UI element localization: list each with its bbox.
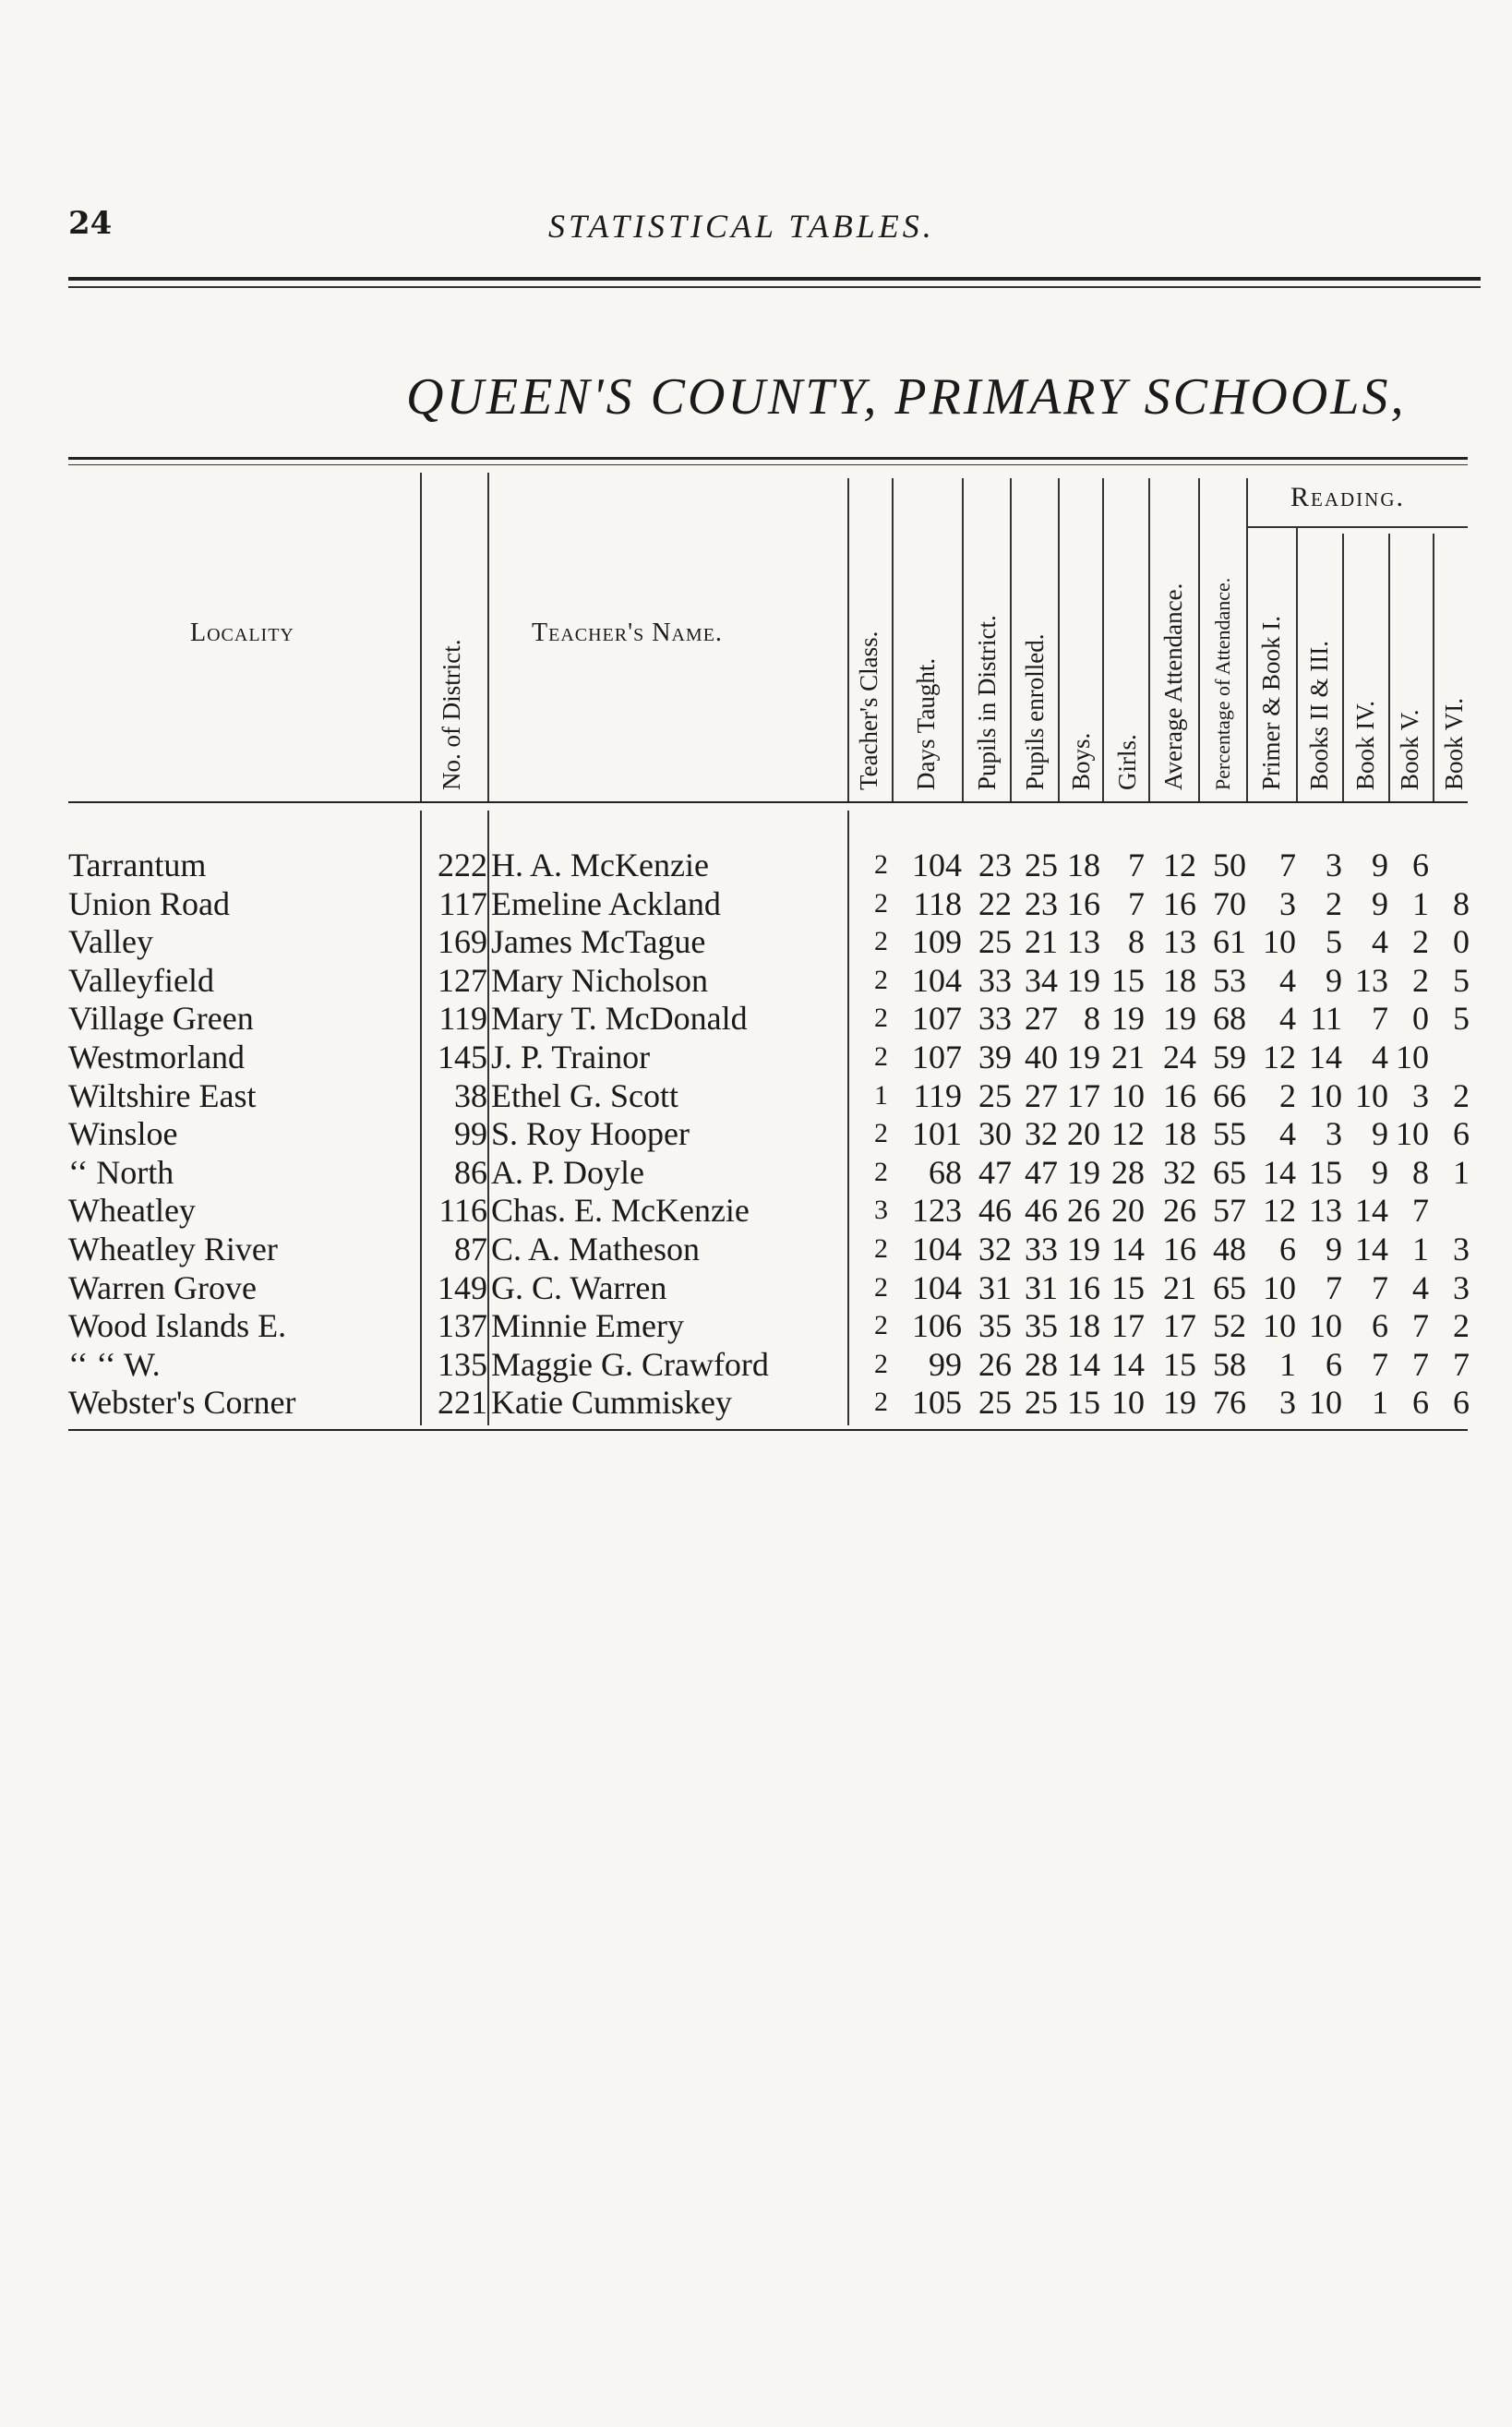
district-cell: 137 [438,1307,487,1345]
primer-cell: 10 [1263,1307,1296,1345]
col-divider [1148,478,1150,801]
books-2-3-cell: 9 [1326,1231,1342,1268]
days-taught-cell: 109 [912,923,962,961]
books-2-3-cell: 5 [1326,923,1342,961]
book-5-cell: 10 [1396,1039,1429,1075]
locality-cell: Wood Islands E. [68,1307,287,1345]
primer-cell: 10 [1263,923,1296,961]
teacher-class-cell: 3 [874,1195,888,1226]
section-title: QUEEN'S COUNTY, PRIMARY SCHOOLS, [406,368,1407,426]
books-2-3-cell: 3 [1326,847,1342,883]
pct-attendance-cell: 57 [1213,1192,1246,1230]
pct-attendance-cell: 48 [1213,1231,1246,1268]
pct-attendance-cell: 55 [1213,1115,1246,1153]
boys-cell: 19 [1067,1231,1100,1268]
book-4-cell: 4 [1372,1039,1388,1075]
boys-cell: 26 [1067,1192,1100,1230]
column-header-book-4: Book IV. [1351,700,1379,790]
days-taught-cell: 101 [912,1115,962,1153]
district-cell: 117 [438,884,487,922]
days-taught-cell: 118 [913,884,962,922]
locality-cell: Tarrantum [68,847,207,883]
locality-cell: ‘‘ North [68,1153,174,1191]
primer-cell: 6 [1279,1231,1296,1268]
column-header-locality: Locality [190,619,294,647]
girls-cell: 10 [1111,1076,1145,1114]
pupils-district-cell: 22 [978,884,1012,922]
teacher-cell: Ethel G. Scott [491,1076,678,1114]
teacher-class-cell: 2 [874,1041,888,1072]
primer-cell: 3 [1279,884,1296,922]
books-2-3-cell: 11 [1310,1000,1342,1038]
book-6-cell: 3 [1453,1268,1470,1306]
locality-cell: Wheatley River [68,1231,278,1268]
col-divider [1296,526,1298,801]
book-6-cell: 1 [1453,1153,1470,1191]
book-6-cell: 3 [1453,1231,1470,1268]
primer-cell: 4 [1279,1115,1296,1153]
books-2-3-cell: 14 [1309,1039,1342,1075]
locality-cell: ‘‘ ‘‘ W. [68,1345,161,1383]
table-row [0,1076,1512,1115]
col-divider [1433,534,1434,801]
book-5-cell: 7 [1412,1307,1429,1345]
column-header-avg-attendance: Average Attendance. [1159,583,1187,790]
boys-cell: 16 [1067,884,1100,922]
col-divider [1102,478,1104,801]
column-header-books-2-3: Books II & III. [1305,641,1333,790]
avg-attendance-cell: 18 [1163,1115,1196,1153]
books-2-3-cell: 10 [1309,1076,1342,1114]
primer-cell: 4 [1279,961,1296,999]
books-2-3-cell: 2 [1326,884,1342,922]
girls-cell: 8 [1128,923,1145,961]
book-5-cell: 6 [1412,1384,1429,1422]
book-5-cell: 7 [1412,1192,1429,1230]
avg-attendance-cell: 19 [1163,1000,1196,1038]
locality-cell: Warren Grove [68,1268,257,1306]
locality-cell: Wheatley [68,1192,196,1230]
avg-attendance-cell: 16 [1163,1231,1196,1268]
book-6-cell: 2 [1453,1307,1470,1345]
teacher-cell: J. P. Trainor [491,1039,651,1075]
primer-cell: 14 [1263,1153,1296,1191]
book-6-cell: 5 [1453,961,1470,999]
book-5-cell: 10 [1396,1115,1429,1153]
book-5-cell: 1 [1412,884,1429,922]
days-taught-cell: 104 [912,1268,962,1306]
pupils-enrolled-cell: 27 [1025,1000,1058,1038]
primer-cell: 10 [1263,1268,1296,1306]
pupils-district-cell: 23 [978,847,1012,883]
teacher-cell: Mary Nicholson [491,961,708,999]
pupils-district-cell: 35 [978,1307,1012,1345]
book-5-cell: 3 [1412,1076,1429,1114]
pupils-enrolled-cell: 34 [1025,961,1058,999]
days-taught-cell: 68 [929,1153,962,1191]
pct-attendance-cell: 61 [1213,923,1246,961]
teacher-class-cell: 2 [874,1310,888,1341]
locality-cell: Village Green [68,1000,254,1038]
book-4-cell: 4 [1372,923,1388,961]
teacher-cell: A. P. Doyle [491,1153,645,1191]
book-4-cell: 9 [1372,847,1388,883]
boys-cell: 19 [1067,1153,1100,1191]
district-cell: 135 [438,1345,487,1383]
boys-cell: 18 [1067,1307,1100,1345]
teacher-class-cell: 2 [874,1003,888,1034]
teacher-class-cell: 2 [874,1271,888,1303]
primer-cell: 2 [1279,1076,1296,1114]
girls-cell: 15 [1111,1268,1145,1306]
girls-cell: 10 [1111,1384,1145,1422]
boys-cell: 14 [1067,1345,1100,1383]
table-top-rule [68,457,1468,460]
reading-group-rule [1246,526,1468,528]
pupils-district-cell: 25 [978,1384,1012,1422]
district-cell: 149 [438,1268,487,1306]
column-header-book-5: Book V. [1396,709,1423,790]
boys-cell: 8 [1084,1000,1100,1038]
primer-cell: 12 [1263,1039,1296,1075]
col-divider [892,478,894,801]
girls-cell: 15 [1111,961,1145,999]
table-row [0,1306,1512,1345]
pupils-enrolled-cell: 27 [1025,1076,1058,1114]
boys-cell: 13 [1067,923,1100,961]
books-2-3-cell: 3 [1326,1115,1342,1153]
col-divider [420,473,422,801]
book-4-cell: 1 [1372,1384,1388,1422]
table-row [0,1383,1512,1422]
district-cell: 127 [438,961,487,999]
books-2-3-cell: 7 [1326,1268,1342,1306]
pupils-district-cell: 32 [978,1231,1012,1268]
primer-cell: 12 [1263,1192,1296,1230]
pupils-enrolled-cell: 25 [1025,1384,1058,1422]
teacher-class-cell: 2 [874,964,888,995]
girls-cell: 14 [1111,1345,1145,1383]
primer-cell: 4 [1279,1000,1296,1038]
column-header-girls: Girls. [1113,734,1141,790]
pupils-enrolled-cell: 25 [1025,847,1058,883]
book-4-cell: 6 [1372,1307,1388,1345]
header-bottom-rule [68,801,1468,803]
col-divider [1058,478,1060,801]
book-4-cell: 13 [1355,961,1388,999]
pupils-district-cell: 47 [978,1153,1012,1191]
table-row [0,1345,1512,1384]
boys-cell: 19 [1067,1039,1100,1075]
district-cell: 38 [454,1076,487,1114]
book-5-cell: 8 [1412,1153,1429,1191]
teacher-cell: James McTague [491,923,706,961]
girls-cell: 7 [1128,847,1145,883]
avg-attendance-cell: 16 [1163,884,1196,922]
pupils-district-cell: 31 [978,1268,1012,1306]
district-cell: 99 [454,1115,487,1153]
column-header-reading: Reading. [1290,482,1405,512]
pupils-district-cell: 39 [978,1039,1012,1075]
district-cell: 116 [438,1192,487,1230]
pct-attendance-cell: 65 [1213,1153,1246,1191]
district-cell: 145 [438,1039,487,1075]
books-2-3-cell: 15 [1309,1153,1342,1191]
days-taught-cell: 119 [913,1076,962,1114]
pupils-enrolled-cell: 47 [1025,1153,1058,1191]
book-6-cell: 2 [1453,1076,1470,1114]
book-5-cell: 2 [1412,923,1429,961]
days-taught-cell: 99 [929,1345,962,1383]
pct-attendance-cell: 65 [1213,1268,1246,1306]
pupils-enrolled-cell: 40 [1025,1039,1058,1075]
book-6-cell: 6 [1453,1384,1470,1422]
book-4-cell: 9 [1372,1153,1388,1191]
teacher-class-cell: 2 [874,926,888,957]
book-4-cell: 9 [1372,1115,1388,1153]
avg-attendance-cell: 13 [1163,923,1196,961]
avg-attendance-cell: 21 [1163,1268,1196,1306]
table-top-rule-thin [68,464,1468,465]
header-rule-thin [68,286,1481,288]
pupils-district-cell: 33 [978,961,1012,999]
teacher-class-cell: 2 [874,887,888,919]
pct-attendance-cell: 59 [1213,1039,1246,1075]
avg-attendance-cell: 18 [1163,961,1196,999]
column-header-book-6: Book VI. [1440,697,1468,790]
pct-attendance-cell: 70 [1213,884,1246,922]
locality-cell: Winsloe [68,1115,178,1153]
table-row [0,999,1512,1038]
girls-cell: 21 [1111,1039,1145,1075]
district-cell: 221 [438,1384,487,1422]
pupils-district-cell: 25 [978,1076,1012,1114]
table-bottom-rule [68,1429,1468,1431]
pupils-district-cell: 30 [978,1115,1012,1153]
books-2-3-cell: 9 [1326,961,1342,999]
book-5-cell: 7 [1412,1345,1429,1383]
boys-cell: 19 [1067,961,1100,999]
book-5-cell: 0 [1412,1000,1429,1038]
table-row [0,846,1512,884]
locality-cell: Westmorland [68,1039,246,1075]
book-4-cell: 14 [1355,1231,1388,1268]
books-2-3-cell: 10 [1309,1307,1342,1345]
book-6-cell: 0 [1453,923,1470,961]
book-5-cell: 2 [1412,961,1429,999]
pupils-enrolled-cell: 31 [1025,1268,1058,1306]
book-5-cell: 1 [1412,1231,1429,1268]
girls-cell: 12 [1111,1115,1145,1153]
teacher-class-cell: 2 [874,1233,888,1264]
pct-attendance-cell: 58 [1213,1345,1246,1383]
pct-attendance-cell: 53 [1213,961,1246,999]
pupils-enrolled-cell: 32 [1025,1115,1058,1153]
teacher-cell: C. A. Matheson [491,1231,701,1268]
teacher-class-cell: 1 [874,1079,888,1111]
col-divider [1198,478,1200,801]
avg-attendance-cell: 15 [1163,1345,1196,1383]
books-2-3-cell: 13 [1309,1192,1342,1230]
locality-cell: Wiltshire East [68,1076,257,1114]
days-taught-cell: 107 [912,1000,962,1038]
pupils-enrolled-cell: 46 [1025,1192,1058,1230]
pct-attendance-cell: 50 [1213,847,1246,883]
teacher-class-cell: 2 [874,1156,888,1187]
column-header-pupils-enrolled: Pupils enrolled. [1021,633,1049,790]
teacher-cell: Mary T. McDonald [491,1000,748,1038]
table-row [0,1230,1512,1268]
avg-attendance-cell: 17 [1163,1307,1196,1345]
col-divider [847,478,849,801]
book-4-cell: 10 [1355,1076,1388,1114]
pupils-district-cell: 33 [978,1000,1012,1038]
column-header-teacher-class: Teacher's Class. [855,631,882,790]
table-row [0,1153,1512,1192]
pupils-district-cell: 26 [978,1345,1012,1383]
teacher-class-cell: 2 [874,1387,888,1418]
teacher-cell: Minnie Emery [491,1307,684,1345]
district-cell: 222 [438,847,487,883]
page-number: 24 [68,205,113,242]
boys-cell: 16 [1067,1268,1100,1306]
book-6-cell: 7 [1453,1345,1470,1383]
col-divider [487,473,489,801]
col-divider [1342,534,1344,801]
column-header-primer: Primer & Book I. [1257,616,1285,790]
table-row [0,1114,1512,1153]
table-row [0,961,1512,1000]
teacher-cell: G. C. Warren [491,1268,667,1306]
days-taught-cell: 107 [912,1039,962,1075]
teacher-class-cell: 2 [874,1348,888,1379]
pct-attendance-cell: 66 [1213,1076,1246,1114]
boys-cell: 17 [1067,1076,1100,1114]
girls-cell: 14 [1111,1231,1145,1268]
column-header-pct-attendance: Percentage of Attendance. [1211,577,1234,790]
days-taught-cell: 104 [912,961,962,999]
teacher-cell: Maggie G. Crawford [491,1345,769,1383]
locality-cell: Valleyfield [68,961,214,999]
running-title: STATISTICAL TABLES. [548,208,935,245]
table-row [0,1268,1512,1307]
pct-attendance-cell: 52 [1213,1307,1246,1345]
locality-cell: Valley [68,923,153,961]
district-cell: 169 [438,923,487,961]
teacher-cell: S. Roy Hooper [491,1115,690,1153]
district-cell: 87 [454,1231,487,1268]
days-taught-cell: 104 [912,1231,962,1268]
header-rule [68,277,1481,281]
book-6-cell: 8 [1453,884,1470,922]
avg-attendance-cell: 24 [1163,1039,1196,1075]
pupils-district-cell: 46 [978,1192,1012,1230]
avg-attendance-cell: 16 [1163,1076,1196,1114]
book-4-cell: 14 [1355,1192,1388,1230]
avg-attendance-cell: 26 [1163,1192,1196,1230]
avg-attendance-cell: 12 [1163,847,1196,883]
district-cell: 119 [438,1000,487,1038]
locality-cell: Webster's Corner [68,1384,296,1422]
column-header-district: No. of District. [438,639,465,790]
teacher-class-cell: 2 [874,1118,888,1149]
primer-cell: 3 [1279,1384,1296,1422]
pupils-enrolled-cell: 21 [1025,923,1058,961]
teacher-cell: Emeline Ackland [491,884,721,922]
table-row [0,922,1512,961]
teacher-class-cell: 2 [874,849,888,880]
girls-cell: 17 [1111,1307,1145,1345]
book-5-cell: 4 [1412,1268,1429,1306]
column-header-teacher: Teacher's Name. [532,619,723,647]
page-header [68,205,1481,251]
girls-cell: 28 [1111,1153,1145,1191]
teacher-cell: Chas. E. McKenzie [491,1192,750,1230]
book-4-cell: 9 [1372,884,1388,922]
col-divider [1010,478,1012,801]
days-taught-cell: 123 [912,1192,962,1230]
pupils-enrolled-cell: 23 [1025,884,1058,922]
girls-cell: 7 [1128,884,1145,922]
pupils-district-cell: 25 [978,923,1012,961]
pupils-enrolled-cell: 35 [1025,1307,1058,1345]
column-header-pupils-district: Pupils in District. [973,615,1001,790]
avg-attendance-cell: 32 [1163,1153,1196,1191]
table-row [0,1038,1512,1076]
book-4-cell: 7 [1372,1268,1388,1306]
table-row [0,884,1512,923]
primer-cell: 1 [1279,1345,1296,1383]
books-2-3-cell: 6 [1326,1345,1342,1383]
avg-attendance-cell: 19 [1163,1384,1196,1422]
book-4-cell: 7 [1372,1000,1388,1038]
pupils-enrolled-cell: 33 [1025,1231,1058,1268]
pupils-enrolled-cell: 28 [1025,1345,1058,1383]
table-row [0,1191,1512,1230]
district-cell: 86 [454,1153,487,1191]
book-6-cell: 5 [1453,1000,1470,1038]
teacher-cell: H. A. McKenzie [491,847,709,883]
boys-cell: 18 [1067,847,1100,883]
pct-attendance-cell: 68 [1213,1000,1246,1038]
primer-cell: 7 [1279,847,1296,883]
teacher-cell: Katie Cummiskey [491,1384,732,1422]
column-header-boys: Boys. [1067,732,1095,790]
days-taught-cell: 104 [912,847,962,883]
book-6-cell: 6 [1453,1115,1470,1153]
girls-cell: 20 [1111,1192,1145,1230]
column-header-days-taught: Days Taught. [912,657,940,790]
boys-cell: 20 [1067,1115,1100,1153]
book-5-cell: 6 [1412,847,1429,883]
locality-cell: Union Road [68,884,230,922]
col-divider [962,478,964,801]
pct-attendance-cell: 76 [1213,1384,1246,1422]
days-taught-cell: 105 [912,1384,962,1422]
girls-cell: 19 [1111,1000,1145,1038]
boys-cell: 15 [1067,1384,1100,1422]
book-4-cell: 7 [1372,1345,1388,1383]
days-taught-cell: 106 [912,1307,962,1345]
col-divider [1388,534,1390,801]
books-2-3-cell: 10 [1309,1384,1342,1422]
